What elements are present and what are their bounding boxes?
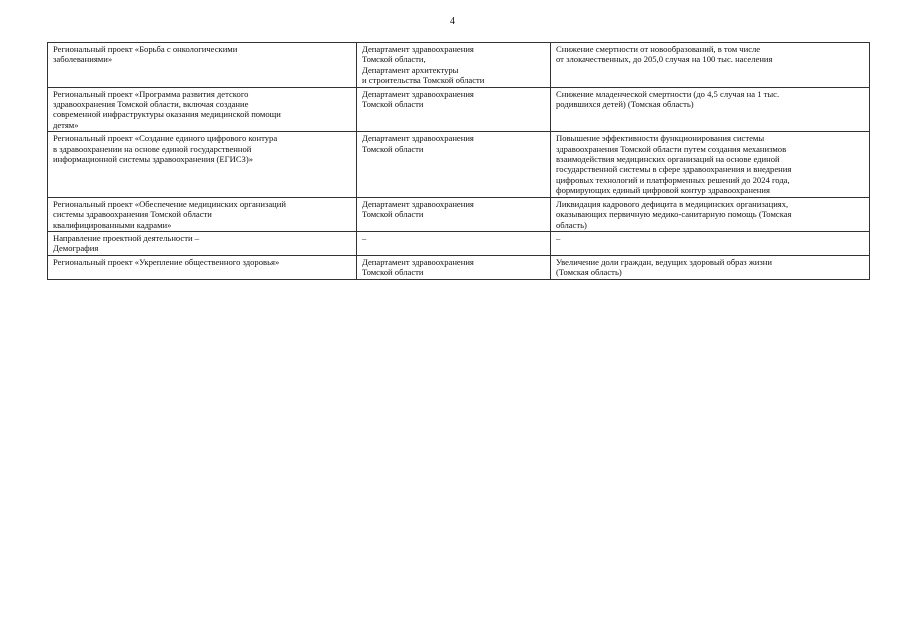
cell-text-line: Томской области <box>362 99 424 110</box>
project-cell <box>48 197 357 231</box>
cell-text-line: – <box>362 232 367 243</box>
cell-text-line: информационной системы здравоохранения (ЕГИСЗ)» <box>53 154 254 165</box>
project-cell <box>48 255 357 279</box>
cell-text-line: Снижение младенческой смертности (до 4,5 случая на 1 тыс. <box>556 88 780 99</box>
result-cell <box>551 231 870 255</box>
cell-text-line: системы здравоохранения Томской области <box>53 209 212 220</box>
responsible-cell <box>357 197 551 231</box>
responsible-cell <box>357 132 551 197</box>
cell-text-line: Департамент здравоохранения <box>362 88 474 99</box>
cell-text-line: взаимодействия медицинских организаций на основе единой <box>556 154 780 165</box>
result-cell <box>551 43 870 88</box>
cell-text-line: заболеваниями» <box>53 54 113 65</box>
cell-text-line: – <box>556 232 561 243</box>
cell-text-line: современной инфраструктуры оказания медицинской помощи <box>53 109 281 120</box>
cell-text-line: Региональный проект «Борьба с онкологическими <box>53 44 238 54</box>
cell-text-line: Снижение смертности от новообразований, в том числе <box>556 44 761 54</box>
cell-text-line: Департамент здравоохранения <box>362 256 474 267</box>
cell-text-line: Ликвидация кадрового дефицита в медицинских организациях, <box>556 198 789 209</box>
cell-text-line: государственной системы в сфере здравоохранения и внедрения <box>556 164 792 175</box>
table-row <box>48 231 870 255</box>
cell-text-line: цифровых технологий и платформенных решений до 2024 года, <box>556 174 790 185</box>
cell-text-line: Региональный проект «Программа развития детского <box>53 88 249 99</box>
cell-text-line: Повышение эффективности функционирования системы <box>556 133 765 144</box>
result-cell <box>551 132 870 197</box>
cell-text-line: Томской области <box>362 267 424 278</box>
project-cell <box>48 43 357 88</box>
responsible-cell <box>357 231 551 255</box>
cell-text-line: Томской области <box>362 209 424 220</box>
responsible-cell <box>357 255 551 279</box>
cell-text-line: Департамент здравоохранения <box>362 198 474 209</box>
cell-text-line: квалифицированными кадрами» <box>53 219 172 230</box>
table-row <box>48 132 870 197</box>
cell-text-line: Увеличение доли граждан, ведущих здоровый образ жизни <box>556 256 772 267</box>
table-row <box>48 255 870 279</box>
cell-text-line: Региональный проект «Создание единого цифрового контура <box>53 133 278 144</box>
responsible-cell <box>357 43 551 88</box>
cell-text-line: Департамент архитектуры <box>362 64 459 75</box>
cell-text-line: область) <box>556 219 587 230</box>
cell-text-line: (Томская область) <box>556 267 622 278</box>
table-row <box>48 43 870 88</box>
cell-text-line: Департамент здравоохранения <box>362 44 474 54</box>
project-cell <box>48 231 357 255</box>
projects-table-body <box>48 43 870 280</box>
cell-text-line: Региональный проект «Укрепление общественного здоровья» <box>53 256 280 267</box>
cell-text-line: в здравоохранении на основе единой государственной <box>53 143 252 154</box>
table-row <box>48 87 870 132</box>
cell-text-line: Региональный проект «Обеспечение медицинских организаций <box>53 198 286 209</box>
page-number: 4 <box>450 16 455 27</box>
cell-text-line: от злокачественных, до 205,0 случая на 100 тыс. населения <box>556 54 773 65</box>
project-cell <box>48 132 357 197</box>
cell-text-line: Департамент здравоохранения <box>362 133 474 144</box>
cell-text-line: Томской области, <box>362 54 426 65</box>
cell-text-line: здравоохранения Томской области путем создания механизмов <box>556 143 787 154</box>
project-cell <box>48 87 357 132</box>
cell-text-line: и строительства Томской области <box>362 75 485 86</box>
responsible-cell <box>357 87 551 132</box>
projects-table <box>47 42 870 280</box>
result-cell <box>551 197 870 231</box>
cell-text-line: Направление проектной деятельности – <box>53 232 200 243</box>
result-cell <box>551 255 870 279</box>
cell-text-line: Демография <box>53 243 99 254</box>
cell-text-line: родившихся детей) (Томская область) <box>556 99 694 110</box>
cell-text-line: детям» <box>53 119 79 130</box>
cell-text-line: оказывающих первичную медико-санитарную помощь (Томская <box>556 209 792 220</box>
cell-text-line: формирующих единый цифровой контур здравоохранения <box>556 185 770 196</box>
result-cell <box>551 87 870 132</box>
cell-text-line: Томской области <box>362 143 424 154</box>
cell-text-line: здравоохранения Томской области, включая создание <box>53 99 249 110</box>
table-row <box>48 197 870 231</box>
